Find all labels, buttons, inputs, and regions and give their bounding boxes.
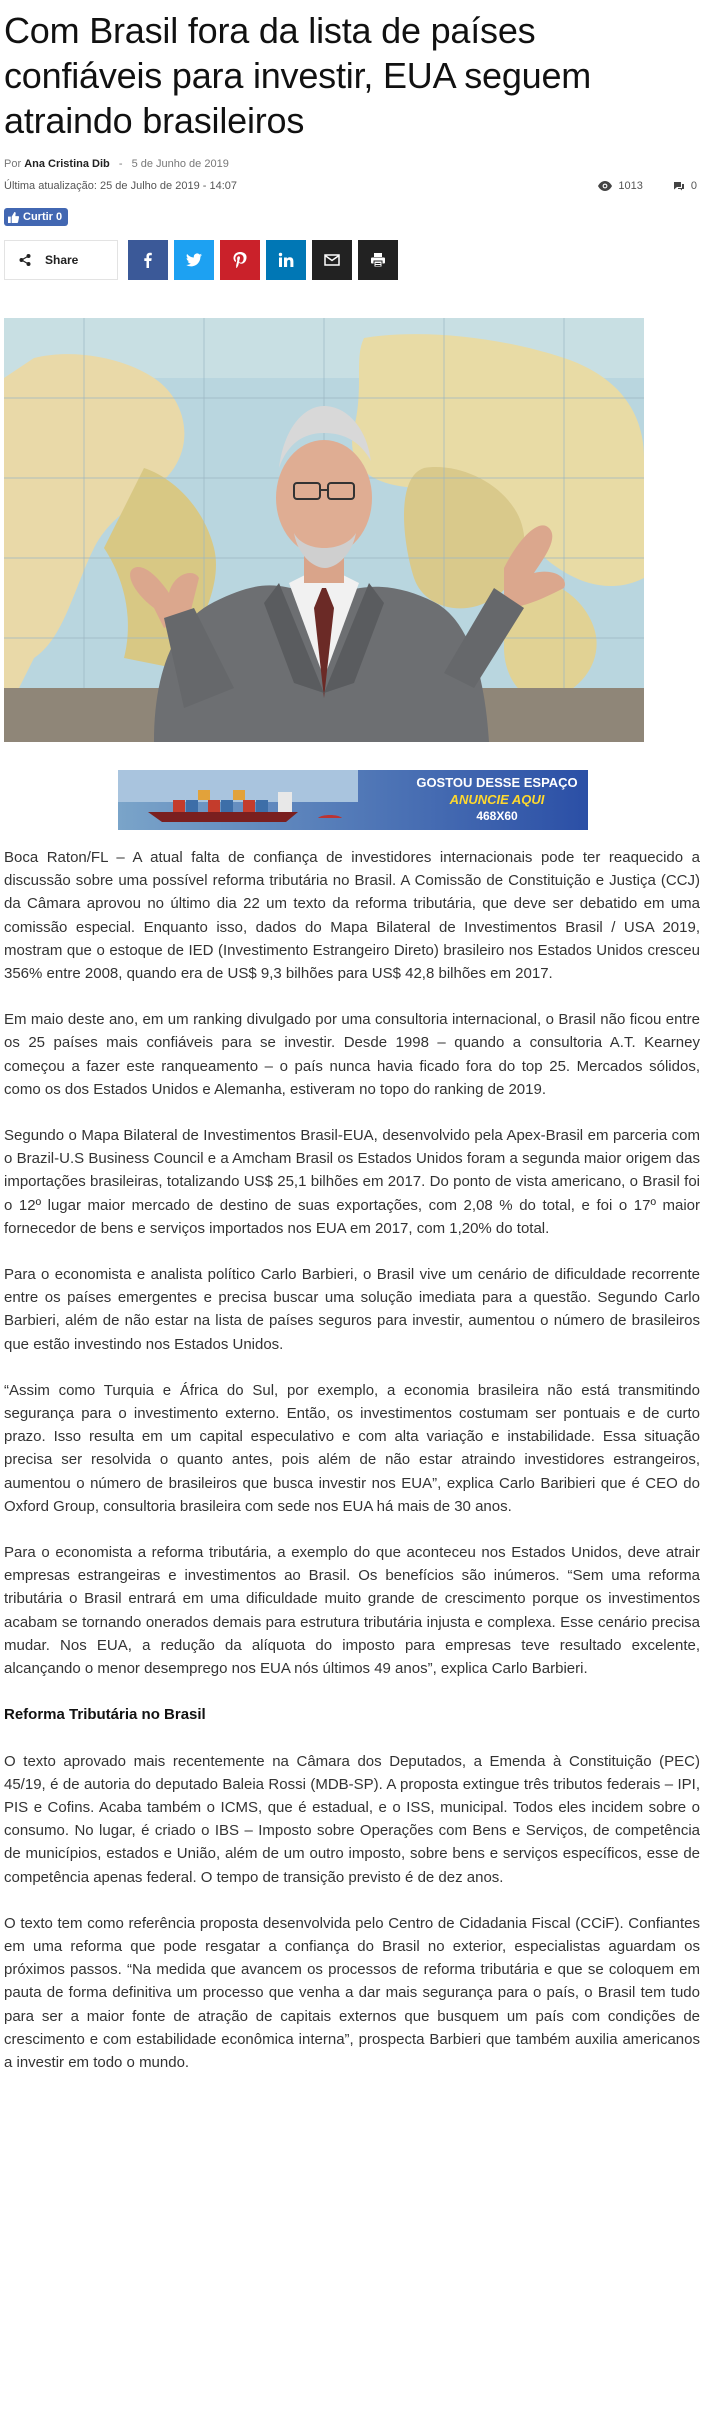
linkedin-share-button[interactable]	[266, 240, 306, 280]
publish-date: 5 de Junho de 2019	[131, 158, 229, 170]
ad-banner[interactable]	[118, 770, 588, 830]
last-updated: Última atualização: 25 de Julho de 2019 - 14:07	[4, 180, 237, 192]
linkedin-icon	[278, 252, 294, 268]
ad-cta: ANUNCIE AQUI	[449, 792, 545, 807]
eye-icon	[598, 181, 612, 191]
share-icon	[19, 254, 31, 266]
share-button[interactable]	[4, 240, 118, 280]
article-title: Com Brasil fora da lista de países confiáveis para investir, EUA seguem atraindo brasileiros	[4, 10, 592, 141]
email-icon	[324, 252, 340, 268]
facebook-like-button[interactable]	[4, 208, 68, 226]
article-paragraph: Para o economista a reforma tributária, a exemplo do que aconteceu nos Estados Unidos, deve atrair empresas estrangeiras e investimentos ao Brasil. Os benefícios são inúmeros. “Sem uma reforma tributária o Brasil entrará em uma dificuldade muito grande de crescimento porque os investimentos acabam se tornando onerados demais para estrutura tributária injusta e complexa. Esse cenário precisa mudar. Nos EUA, a redução da alíquota do imposto para empresas teve resultado excelente, alcançando o menor desemprego nos EUA nós últimos 49 anos”, explica Carlo Barbieri.	[4, 1544, 700, 1678]
author-link[interactable]: Ana Cristina Dib	[24, 158, 110, 170]
share-bar	[4, 240, 398, 280]
article-stats	[598, 180, 697, 192]
article-photo	[4, 318, 644, 742]
article-paragraph: O texto tem como referência proposta desenvolvida pelo Centro de Cidadania Fiscal (CCiF). Confiantes em uma reforma que pode resgatar a confiança do Brasil no exterior, especialistas aguardam os próximos passos. “Na medida que avancem os processos de reforma tributária e que se coloquem em pauta de forma definitiva um processo que venha a dar mais segurança para o país, o Brasil tem tudo para ser a maior fonte de atração de capitais externos que busquem um país com condições de crescimento e com estabilidade econômica interna”, prospecta Barbieri que também auxilia americanos a investir em todo o mundo.	[4, 1914, 700, 2071]
article-body	[4, 846, 700, 2097]
article-paragraph: O texto aprovado mais recentemente na Câmara dos Deputados, a Emenda à Constituição (PEC) 45/19, é de autoria do deputado Baleia Rossi (MDB-SP). A proposta extingue três tributos federais – IPI, PIS e Cofins. Acaba também o ICMS, que é estadual, e o ISS, municipal. Todos eles incidem sobre o consumo. No lugar, é criado o IBS – Imposto sobre Operações com Bens e Serviços, de competência de municípios, estados e União, além de um outro imposto, sobre bens e serviços específicos, esse de competência apenas federal. O tempo de transição previsto é de dez anos.	[4, 1752, 700, 1886]
share-label: Share	[45, 253, 79, 267]
comment-icon[interactable]	[673, 181, 685, 191]
thumbs-up-icon	[8, 212, 19, 223]
article-paragraph: Em maio deste ano, em um ranking divulgado por uma consultoria internacional, o Brasil não ficou entre os 25 países mais confiáveis para se investir. Desde 1998 – quando a consultoria A.T. Kearney começou a fazer este ranqueamento – o país nunca havia ficado fora do top 25. Mercados sólidos, como os dos Estados Unidos e Alemanha, estiveram no topo do ranking de 2019.	[4, 1011, 700, 1098]
print-icon	[370, 252, 386, 268]
article-paragraph: Para o economista e analista político Carlo Barbieri, o Brasil vive um cenário de dificuldade recorrente entre os países emergentes e precisa buscar uma solução imediata para a questão. Segundo Carlo Barbieri, além de não estar na lista de países seguros para investir, aumentou o número de brasileiros que estão investindo nos Estados Unidos.	[4, 1266, 700, 1353]
email-share-button[interactable]	[312, 240, 352, 280]
byline-prefix: Por	[4, 158, 22, 170]
article-paragraph: “Assim como Turquia e África do Sul, por exemplo, a economia brasileira não está transmitindo segurança para o investimento externo. Então, os investimentos costumam ser pontuais e de curto prazo. Isso resulta em um capital especulativo e com alta variação e instabilidade. Essa situação precisa ser resolvida o quanto antes, pois além de não estar atraindo investidores estrangeiros, aumentou o número de brasileiros que busca investir nos EUA”, explica Carlo Baribieri que é CEO do Oxford Group, consultoria brasileira com sede nos EUA há mais de 30 anos.	[4, 1381, 700, 1515]
facebook-share-button[interactable]	[128, 240, 168, 280]
comment-count[interactable]: 0	[690, 180, 697, 192]
ad-headline: GOSTOU DESSE ESPAÇO	[416, 775, 578, 790]
twitter-share-button[interactable]	[174, 240, 214, 280]
like-label: Curtir 0	[23, 211, 63, 223]
byline	[4, 158, 229, 170]
section-subheading: Reforma Tributária no Brasil	[4, 1706, 206, 1724]
article-paragraph: Segundo o Mapa Bilateral de Investimentos Brasil-EUA, desenvolvido pela Apex-Brasil em parceria com o Brazil-U.S Business Council e a Amcham Brasil os Estados Unidos foram a segunda maior origem das importações brasileiras, totalizando US$ 25,1 bilhões em 2017. Do ponto de vista americano, o Brasil foi o 12º lugar maior mercado de destino de suas exportações, com 2,08 % do total, e foi o 17º maior fornecedor de bens e serviços importados nos EUA em 2017, com 1,20% do total.	[4, 1127, 700, 1237]
ad-size: 468X60	[476, 809, 518, 823]
facebook-icon	[140, 252, 156, 268]
pinterest-icon	[232, 252, 248, 268]
twitter-icon	[186, 252, 202, 268]
pinterest-share-button[interactable]	[220, 240, 260, 280]
view-count: 1013	[618, 180, 643, 192]
print-button[interactable]	[358, 240, 398, 280]
byline-separator: -	[118, 158, 123, 170]
article-paragraph: Boca Raton/FL – A atual falta de confiança de investidores internacionais pode ter reaquecido a discussão sobre uma possível reforma tributária no Brasil. A Comissão de Constituição e Justiça (CCJ) da Câmara aprovou no último dia 22 um texto da reforma tributária, que deve ser debatido em uma comissão especial. Enquanto isso, dados do Mapa Bilateral de Investimentos Brasil / USA 2019, mostram que o estoque de IED (Investimento Estrangeiro Direto) brasileiro nos Estados Unidos cresceu 356% entre 2008, quando era de US$ 9,3 bilhões para US$ 42,8 bilhões em 2017.	[4, 849, 700, 983]
photo-illustration	[4, 318, 644, 742]
